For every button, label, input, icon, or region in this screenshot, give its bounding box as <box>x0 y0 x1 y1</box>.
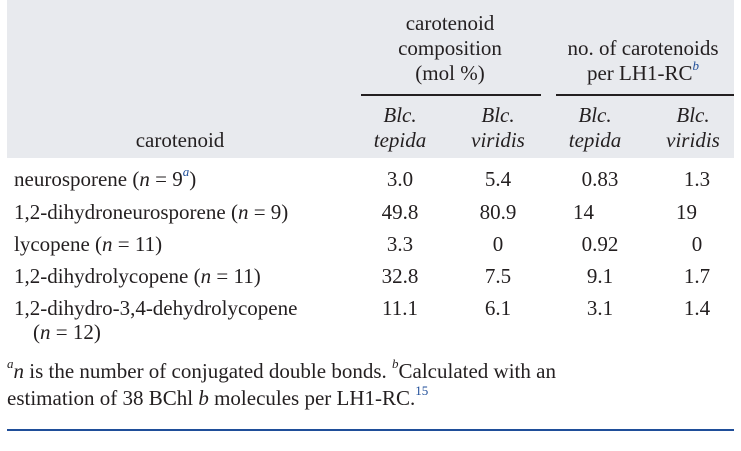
row-4-val-3: 9.1 <box>586 264 614 288</box>
subhead-3-line1: Blc. <box>578 103 612 127</box>
row-5-val-2: 6.1 <box>484 296 512 320</box>
row-3-val-1: 3.3 <box>386 232 414 256</box>
row-5-label-line2: (n = 12) <box>33 320 101 344</box>
row-5-val-4: 1.4 <box>683 296 711 320</box>
row-3-val-4: 0 <box>691 232 703 256</box>
header-group2-line1: no. of carotenoids <box>567 36 719 60</box>
subhead-1-line2: tepida <box>373 128 427 152</box>
row-3-val-2: 0 <box>492 232 504 256</box>
row-2-val-4: 19 <box>676 200 697 224</box>
spanner-rule-count <box>556 94 734 96</box>
header-group1-line2: composition <box>398 36 502 60</box>
bottom-rule <box>7 429 734 431</box>
row-1-val-2: 5.4 <box>484 167 512 191</box>
row-5-val-3: 3.1 <box>586 296 614 320</box>
row-3-label: lycopene (n = 11) <box>14 232 163 256</box>
row-4-val-2: 7.5 <box>484 264 512 288</box>
subhead-3-line2: tepida <box>568 128 622 152</box>
header-group2-line2: per $LH1-RC^b$ <box>586 58 700 85</box>
subhead-1-line1: Blc. <box>383 103 417 127</box>
subhead-4-line1: Blc. <box>676 103 710 127</box>
footnote-a-mark: a <box>7 356 14 371</box>
subhead-2-line2: viridis <box>471 128 525 152</box>
subhead-2-line1: Blc. <box>481 103 515 127</box>
row-label-header: carotenoid <box>135 128 225 152</box>
row-2-val-2: 80.9 <box>479 200 517 224</box>
row-3-val-3: 0.92 <box>581 232 619 256</box>
row-5-label-line1: 1,2-dihydro-3,4-dehydrolycopene <box>14 296 298 320</box>
row-1-label: neurosporene $(n = 9^a)$ <box>14 164 197 191</box>
footnote-b-mark: b <box>392 356 399 371</box>
row-4-val-4: 1.7 <box>683 264 711 288</box>
spanner-rule-composition <box>361 94 541 96</box>
row-2-label: 1,2-dihydroneurosporene (n = 9) <box>14 200 289 224</box>
row-2-val-3: 14 <box>573 200 594 224</box>
reference-link[interactable]: 15 <box>415 383 429 398</box>
row-4-val-1: 32.8 <box>381 264 419 288</box>
header-group1-line1: carotenoid <box>405 11 495 35</box>
row-4-label: 1,2-dihydrolycopene (n = 11) <box>14 264 261 288</box>
row-1-val-3: 0.83 <box>581 167 619 191</box>
subhead-4-line2: viridis <box>666 128 720 152</box>
row-1-val-1: 3.0 <box>386 167 414 191</box>
footnote-mark-b: b <box>692 58 700 73</box>
footnote-line-2: estimation of 38 BChl b molecules per LH1-RC.$^{15}$ <box>7 383 429 410</box>
row-2-val-1: 49.8 <box>381 200 419 224</box>
header-group1-line3: (mol %) <box>415 61 485 85</box>
footnote-mark-a: a <box>182 164 190 179</box>
row-5-val-1: 11.1 <box>382 296 418 320</box>
footnote-line-1: $^a$n is the number of conjugated double bonds. $^b$Calculated with an <box>7 356 556 383</box>
row-1-val-4: 1.3 <box>683 167 711 191</box>
